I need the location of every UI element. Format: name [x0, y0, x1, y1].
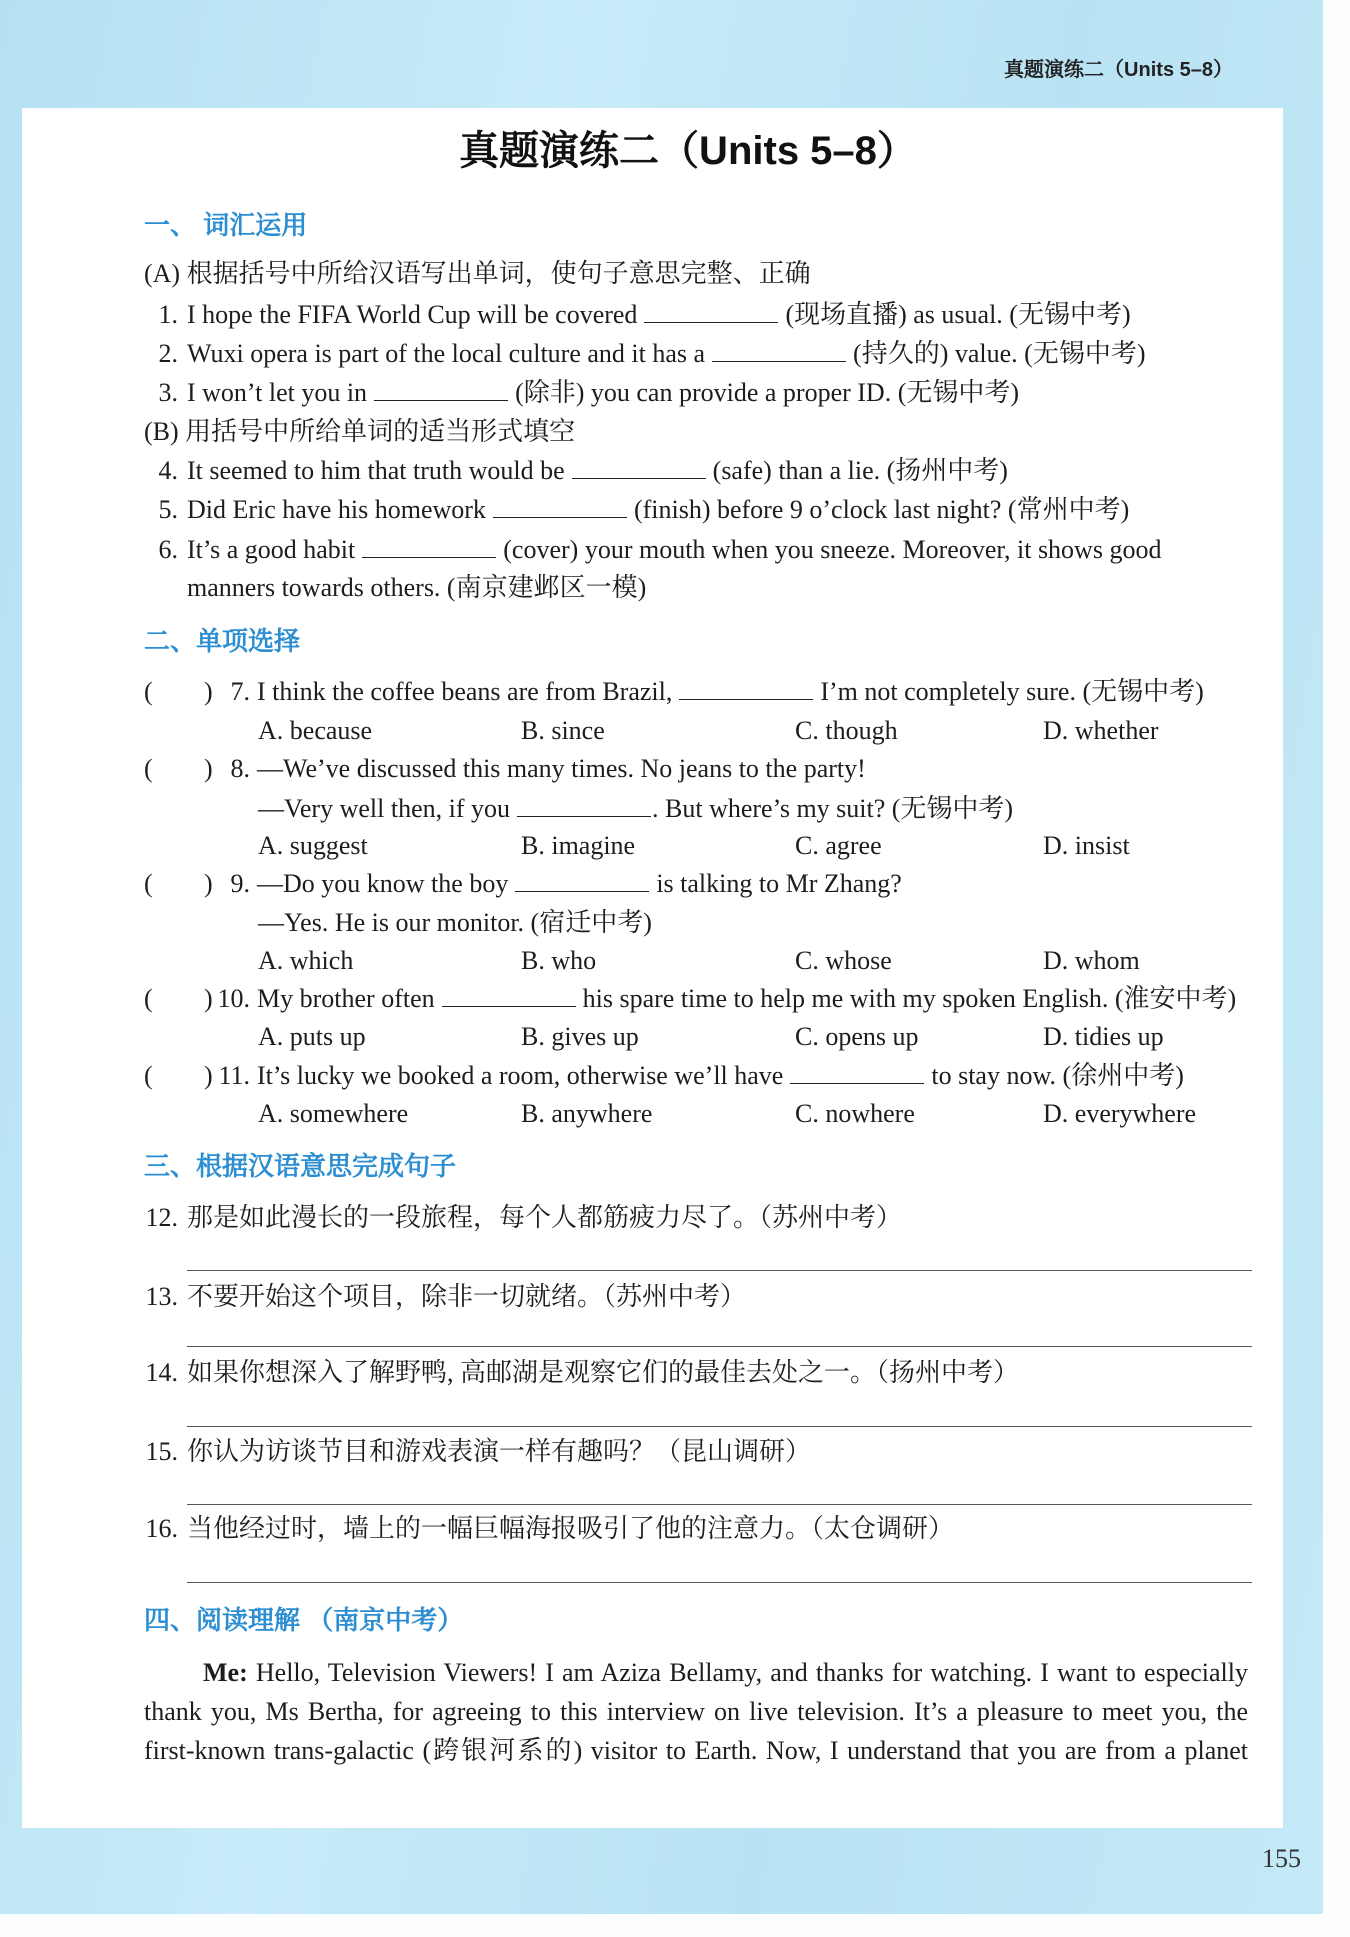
- question-number: 9.: [230, 869, 250, 898]
- answer-blank: [515, 890, 649, 892]
- item-text-before: I won’t let you in: [187, 378, 368, 407]
- item-text: 如果你想深入了解野鸭, 高邮湖是观察它们的最佳去处之一。（扬州中考）: [187, 1358, 1020, 1387]
- answer-line: [187, 1346, 1252, 1347]
- question-11: [144, 1056, 1184, 1096]
- answer-paren-open: (: [144, 984, 153, 1013]
- item-number: 1.: [158, 300, 178, 329]
- question-8-line-2: [258, 789, 1013, 829]
- item-number: 14.: [145, 1358, 178, 1387]
- option-a: A. puts up: [258, 1022, 366, 1051]
- option-d: D. everywhere: [1043, 1099, 1197, 1128]
- answer-blank: [572, 477, 706, 479]
- answer-paren-close: ): [204, 754, 213, 783]
- answer-blank: [362, 556, 496, 558]
- answer-paren-close: ): [204, 1061, 213, 1090]
- question-text-before: It’s lucky we booked a room, otherwise we’ll have: [257, 1061, 784, 1090]
- question-text-after: to stay now. (徐州中考): [931, 1061, 1184, 1090]
- item-text-after: (finish) before 9 o’clock last night? (常州中考): [633, 495, 1130, 524]
- vocab-item-2: [144, 334, 1145, 374]
- page-title: 真题演练二（Units 5–8）: [459, 129, 917, 173]
- question-8-options: [258, 826, 1130, 866]
- section-heading-vocabulary: 一、 词汇运用: [144, 210, 308, 240]
- option-b: B. imagine: [521, 831, 636, 860]
- question-10: [144, 979, 1236, 1019]
- vocab-item-4: [144, 451, 1008, 491]
- question-text-before: —Very well then, if you: [258, 794, 511, 823]
- translation-item-12: [144, 1198, 902, 1238]
- answer-blank: [679, 698, 813, 700]
- item-number: 5.: [158, 495, 178, 524]
- question-9-line-2: —Yes. He is our monitor. (宿迁中考): [258, 908, 652, 937]
- translation-item-15: [144, 1432, 811, 1472]
- option-c: C. whose: [795, 946, 892, 975]
- question-text-after: . But where’s my suit? (无锡中考): [652, 794, 1014, 823]
- question-10-options: [258, 1017, 1164, 1057]
- translation-item-16: [144, 1509, 954, 1549]
- option-d: D. whom: [1043, 946, 1140, 975]
- question-7-options: [258, 711, 1159, 751]
- question-number: 7.: [230, 677, 250, 706]
- speaker-label: Me:: [203, 1658, 248, 1687]
- question-text-before: My brother often: [257, 984, 435, 1013]
- option-b: B. anywhere: [521, 1099, 653, 1128]
- part-b-instruction: (B) 用括号中所给单词的适当形式填空: [144, 417, 576, 446]
- answer-line: [187, 1270, 1252, 1271]
- reading-line-3: first-known trans-galactic (跨银河系的) visitor to Earth. Now, I understand that you are from a planet: [144, 1736, 1248, 1765]
- question-text-before: I think the coffee beans are from Brazil,: [257, 677, 673, 706]
- item-text-before: It seemed to him that truth would be: [187, 456, 565, 485]
- question-9-options: [258, 941, 1140, 981]
- item-number: 6.: [158, 535, 178, 564]
- item-number: 13.: [145, 1282, 178, 1311]
- question-text: —We’ve discussed this many times. No jeans to the party!: [257, 754, 866, 783]
- question-text-after: his spare time to help me with my spoken English. (淮安中考): [582, 984, 1237, 1013]
- item-text: 那是如此漫长的一段旅程，每个人都筋疲力尽了。（苏州中考）: [187, 1203, 903, 1232]
- running-title: 真题演练二（Units 5–8）: [1004, 59, 1233, 81]
- vocab-item-6: [144, 530, 1161, 570]
- item-number: 2.: [158, 339, 178, 368]
- question-text-before: —Do you know the boy: [257, 869, 509, 898]
- answer-blank: [374, 399, 508, 401]
- answer-paren-open: (: [144, 754, 153, 783]
- translation-item-14: [144, 1353, 1019, 1393]
- answer-line: [187, 1504, 1252, 1505]
- vocab-item-3: [144, 373, 1019, 413]
- answer-blank: [790, 1082, 924, 1084]
- question-11-options: [258, 1094, 1196, 1134]
- item-number: 15.: [145, 1437, 178, 1466]
- option-c: C. opens up: [795, 1022, 919, 1051]
- option-d: D. tidies up: [1043, 1022, 1164, 1051]
- answer-paren-close: ): [204, 869, 213, 898]
- reading-line-1: [203, 1653, 1248, 1693]
- answer-paren-open: (: [144, 869, 153, 898]
- answer-blank: [712, 360, 846, 362]
- item-text-after: (除非) you can provide a proper ID. (无锡中考): [515, 378, 1020, 407]
- option-a: A. which: [258, 946, 354, 975]
- item-text: 当他经过时，墙上的一幅巨幅海报吸引了他的注意力。（太仓调研）: [187, 1514, 955, 1543]
- item-text-after: (safe) than a lie. (扬州中考): [712, 456, 1008, 485]
- item-text: 不要开始这个项目，除非一切就绪。（苏州中考）: [187, 1282, 747, 1311]
- section-heading-reading: 四、阅读理解 （南京中考）: [144, 1605, 464, 1635]
- option-c: C. agree: [795, 831, 882, 860]
- answer-line: [187, 1426, 1252, 1427]
- option-a: A. because: [258, 716, 373, 745]
- section-heading-multiple-choice: 二、单项选择: [144, 626, 301, 656]
- item-text-before: Wuxi opera is part of the local culture and it has a: [187, 339, 706, 368]
- answer-paren-open: (: [144, 677, 153, 706]
- item-text-after: (持久的) value. (无锡中考): [853, 339, 1146, 368]
- option-d: D. insist: [1043, 831, 1130, 860]
- item-text-before: It’s a good habit: [187, 535, 356, 564]
- answer-paren-open: (: [144, 1061, 153, 1090]
- reading-line-2: thank you, Ms Bertha, for agreeing to this interview on live television. It’s a pleasure to meet you, the: [144, 1697, 1248, 1726]
- option-b: B. since: [521, 716, 605, 745]
- answer-blank: [493, 516, 627, 518]
- answer-blank: [517, 815, 651, 817]
- vocab-item-6-continuation: manners towards others. (南京建邺区一模): [187, 573, 647, 602]
- item-text-before: Did Eric have his homework: [187, 495, 486, 524]
- item-text-before: I hope the FIFA World Cup will be covered: [187, 300, 638, 329]
- answer-blank: [442, 1005, 576, 1007]
- item-number: 16.: [145, 1514, 178, 1543]
- reading-text: Hello, Television Viewers! I am Aziza Bellamy, and thanks for watching. I want to especially: [255, 1658, 1248, 1687]
- question-9: [144, 864, 902, 904]
- question-text-after: is talking to Mr Zhang?: [656, 869, 902, 898]
- option-b: B. who: [521, 946, 597, 975]
- question-8: [144, 749, 866, 789]
- option-d: D. whether: [1043, 716, 1159, 745]
- question-text-after: I’m not completely sure. (无锡中考): [820, 677, 1204, 706]
- item-number: 4.: [158, 456, 178, 485]
- answer-paren-close: ): [204, 677, 213, 706]
- part-a-instruction: (A) 根据括号中所给汉语写出单词，使句子意思完整、正确: [144, 259, 811, 288]
- question-7: [144, 672, 1204, 712]
- section-heading-translation: 三、根据汉语意思完成句子: [144, 1151, 457, 1181]
- vocab-item-5: [144, 490, 1129, 530]
- translation-item-13: [144, 1277, 746, 1317]
- answer-paren-close: ): [204, 984, 213, 1013]
- item-number: 12.: [145, 1203, 178, 1232]
- page-number: 155: [1262, 1844, 1301, 1873]
- question-number: 10.: [217, 984, 250, 1013]
- item-number: 3.: [158, 378, 178, 407]
- item-text-after: (cover) your mouth when you sneeze. Moreover, it shows good: [503, 535, 1162, 564]
- item-text: 你认为访谈节目和游戏表演一样有趣吗？（昆山调研）: [187, 1437, 812, 1466]
- option-a: A. somewhere: [258, 1099, 409, 1128]
- option-c: C. though: [795, 716, 898, 745]
- answer-line: [187, 1582, 1252, 1583]
- option-c: C. nowhere: [795, 1099, 915, 1128]
- question-number: 8.: [230, 754, 250, 783]
- option-a: A. suggest: [258, 831, 368, 860]
- question-number: 11.: [218, 1061, 250, 1090]
- option-b: B. gives up: [521, 1022, 639, 1051]
- answer-blank: [644, 321, 778, 323]
- item-text-after: (现场直播) as usual. (无锡中考): [785, 300, 1131, 329]
- vocab-item-1: [144, 295, 1131, 335]
